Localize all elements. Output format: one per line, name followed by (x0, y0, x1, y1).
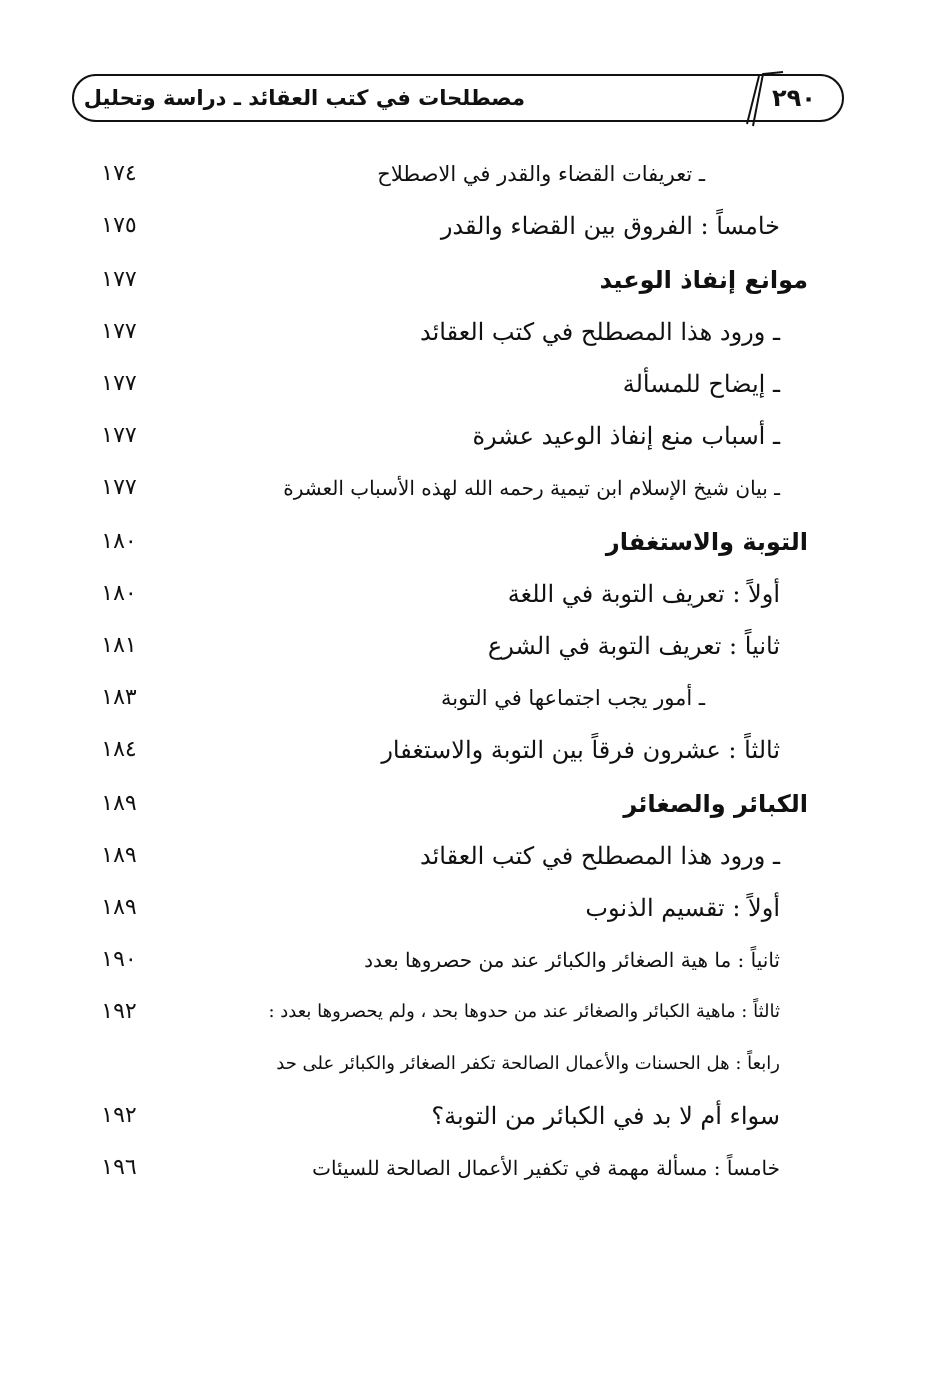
toc-page-number: ١٨٩ (101, 791, 137, 816)
toc-page-number: ١٧٤ (101, 161, 137, 186)
toc-row (0, 416, 951, 456)
toc-row (0, 784, 951, 824)
toc-page-number: ١٧٧ (101, 423, 137, 448)
toc-row (0, 154, 951, 194)
toc-entry: ـ تعريفات القضاء والقدر في الاصطلاح (377, 162, 705, 186)
toc-page-number: ١٨٣ (101, 685, 137, 710)
toc-page-number: ١٨٠ (101, 581, 137, 606)
toc-row (0, 206, 951, 246)
toc-page-number: ١٧٧ (101, 267, 137, 292)
toc-page-number: ١٧٧ (101, 475, 137, 500)
toc-entry: ـ ورود هذا المصطلح في كتب العقائد (420, 318, 780, 346)
toc-entry: خامساً : مسألة مهمة في تكفير الأعمال الصالحة للسيئات (312, 1156, 780, 1180)
toc-entry: أولاً : تعريف التوبة في اللغة (507, 580, 780, 608)
toc-page-number: ١٩٠ (101, 947, 137, 972)
toc-section-heading: موانع إنفاذ الوعيد (599, 266, 808, 294)
toc-entry: رابعاً : هل الحسنات والأعمال الصالحة تكفر الصغائر والكبائر على حد (276, 1053, 780, 1074)
toc-row (0, 468, 951, 508)
toc-page-number: ١٨٩ (101, 843, 137, 868)
toc-row (0, 678, 951, 718)
toc-row (0, 1096, 951, 1136)
toc-entry: أولاً : تقسيم الذنوب (585, 894, 780, 922)
toc-row (0, 992, 951, 1032)
toc-entry: ـ إيضاح للمسألة (622, 370, 780, 398)
toc-page-number: ١٨٩ (101, 895, 137, 920)
toc-row (0, 574, 951, 614)
toc-page-number: ١٨٤ (101, 737, 137, 762)
toc-entry: ـ بيان شيخ الإسلام ابن تيمية رحمه الله لهذه الأسباب العشرة (283, 476, 780, 500)
toc-entry: ثالثاً : عشرون فرقاً بين التوبة والاستغفار (381, 736, 780, 764)
toc-section-heading: الكبائر والصغائر (623, 790, 808, 818)
toc-page-number: ١٧٧ (101, 371, 137, 396)
toc-page-number: ١٧٥ (101, 213, 137, 238)
toc-row (0, 522, 951, 562)
toc-entry: ـ أمور يجب اجتماعها في التوبة (441, 686, 705, 710)
toc-row (0, 626, 951, 666)
toc-row (0, 836, 951, 876)
running-header-title: مصطلحات في كتب العقائد ـ دراسة وتحليل (83, 86, 525, 110)
toc-row (0, 364, 951, 404)
toc-row (0, 730, 951, 770)
toc-page-number: ١٩٢ (101, 999, 137, 1024)
toc-row (0, 260, 951, 300)
toc-entry: سواء أم لا بد في الكبائر من التوبة؟ (431, 1102, 780, 1130)
toc-page-number: ١٩٢ (101, 1103, 137, 1128)
toc-page-number: ١٩٦ (101, 1155, 137, 1180)
toc-page-number: ١٧٧ (101, 319, 137, 344)
toc-entry: خامساً : الفروق بين القضاء والقدر (440, 212, 780, 240)
toc-row (0, 940, 951, 980)
toc-row (0, 1044, 951, 1084)
toc-section-heading: التوبة والاستغفار (605, 528, 808, 556)
toc-row (0, 888, 951, 928)
toc-entry: ـ أسباب منع إنفاذ الوعيد عشرة (472, 422, 780, 450)
toc-row (0, 312, 951, 352)
toc-entry: ثالثاً : ماهية الكبائر والصغائر عند من حدوها بحد ، ولم يحصروها بعدد : (268, 1001, 780, 1022)
toc-entry: ـ ورود هذا المصطلح في كتب العقائد (420, 842, 780, 870)
toc-page-number: ١٨١ (101, 633, 137, 658)
toc-entry: ثانياً : تعريف التوبة في الشرع (487, 632, 780, 660)
page-number: ٢٩٠ (772, 84, 816, 112)
toc-row (0, 1148, 951, 1188)
toc-page-number: ١٨٠ (101, 529, 137, 554)
toc-entry: ثانياً : ما هية الصغائر والكبائر عند من حصروها بعدد (364, 948, 780, 972)
